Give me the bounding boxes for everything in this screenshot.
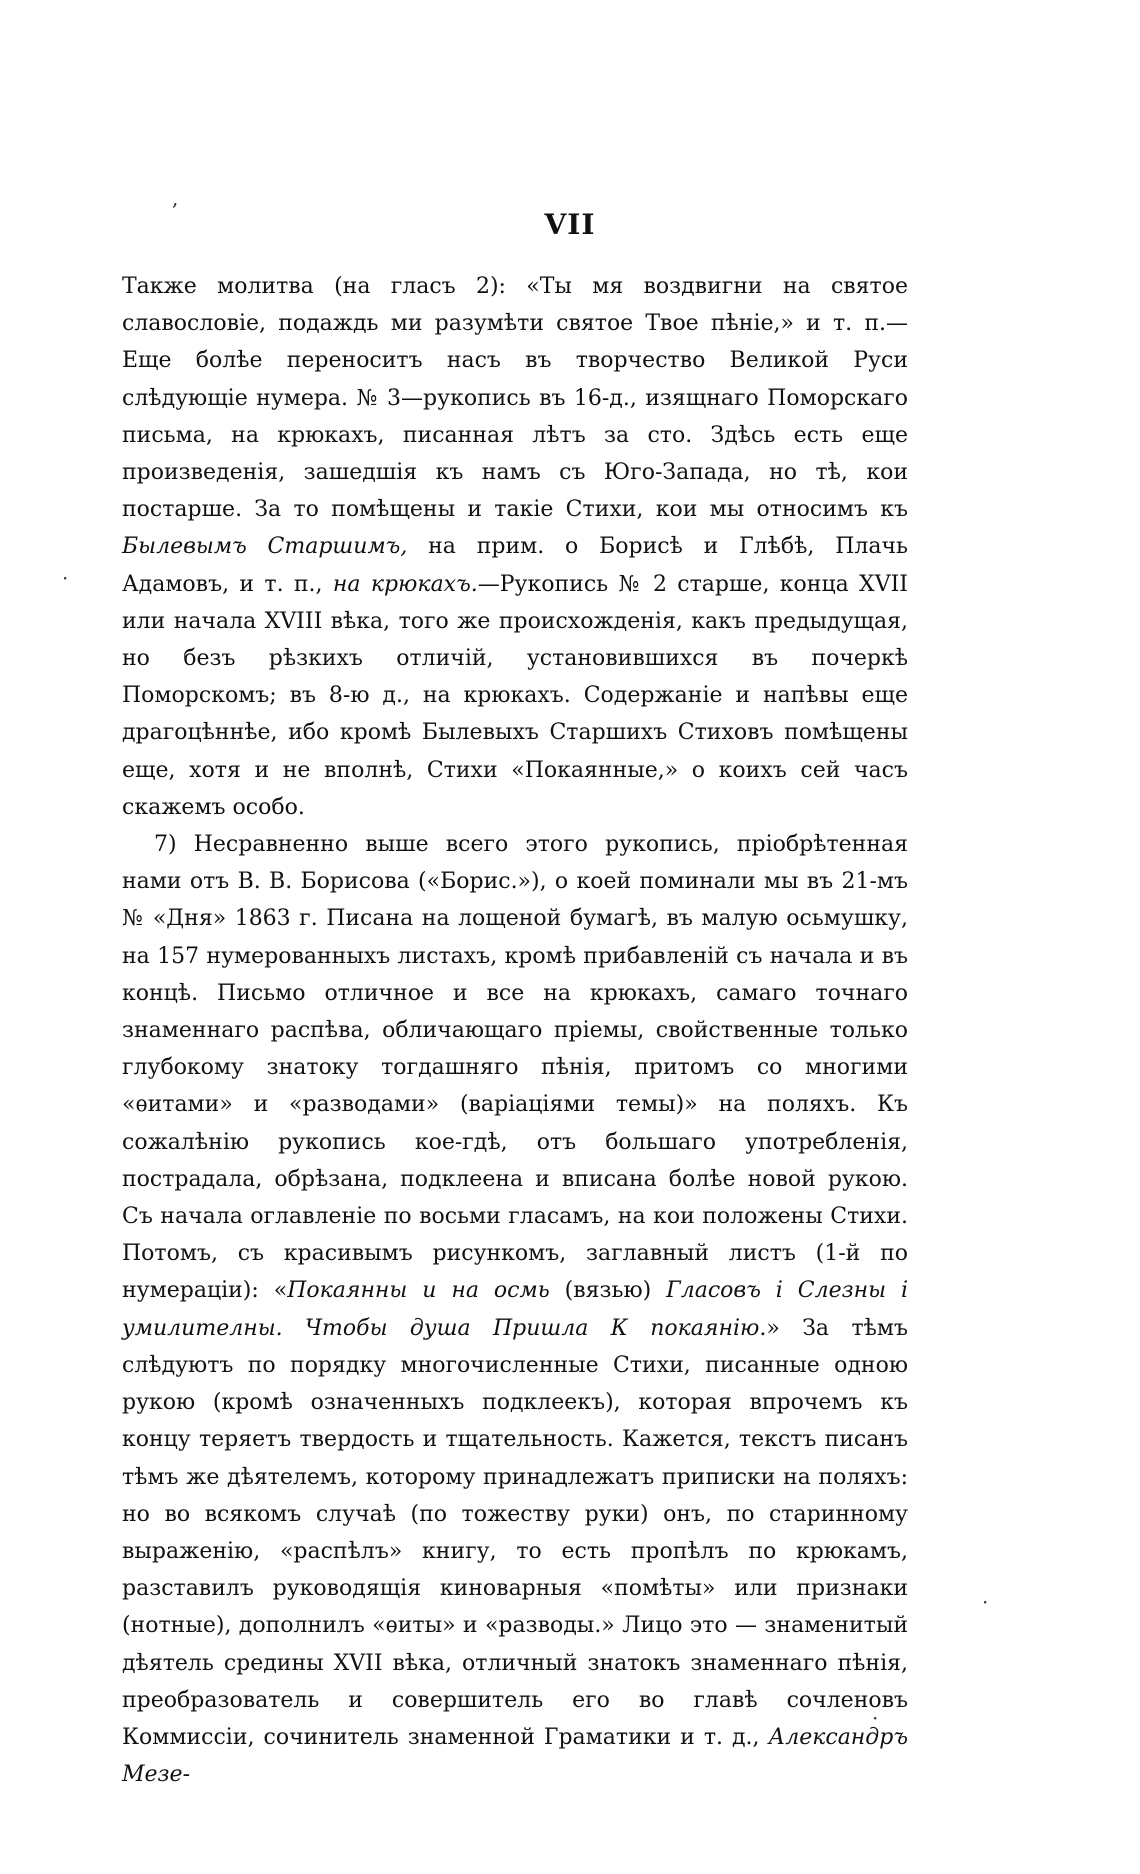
ink-speck: ·: [872, 1706, 879, 1730]
ink-speck: ,: [172, 186, 179, 210]
paragraph-1-text-b: на прим. о Борисѣ и Глѣбѣ, Плачь Адамовъ, и т. п.,: [122, 534, 909, 597]
ink-speck: ·: [982, 1590, 989, 1614]
paragraph-2-text-c: » За тѣмъ слѣдуютъ по порядку многочисленные Стихи, писанные одною рукою (кромѣ означенныхъ подклеекъ), которая впрочемъ къ концу теряетъ твердость и тщательность. Кажется, текстъ писанъ тѣмъ же дѣятелемъ, которому принадлежатъ приписки на поляхъ: но во всякомъ случаѣ (по тожеству руки) онъ, по старинному выраженію, «распѣлъ» книгу, то есть пропѣлъ по крюкамъ, разставилъ руководящія киноварныя «помѣты» или признаки (нотные), дополнилъ «ѳиты» и «разводы.» Лицо это — знаменитый дѣятель средины XVII вѣка, отличный знатокъ знаменнаго пѣнія, преобразователь и совершитель его во главѣ сочленовъ Коммиссіи, сочинитель знаменной Граматики и т. д.,: [122, 1315, 908, 1750]
paragraph-1-text-a: Также молитва (на гласъ 2): «Ты мя воздвигни на святое славословіе, подаждь ми разумѣти святое Твое пѣніе,» и т. п.—Еще болѣе переноситъ насъ въ творчество Великой Руси слѣдующіе нумера. № 3—рукопись въ 16-д., изящнаго Поморскаго письма, на крюкахъ, писанная лѣтъ за сто. Здѣсь есть еще произведенія, зашедшія къ намъ съ Юго-Запада, но тѣ, кои постарше. За то помѣщены и такіе Стихи, кои мы относимъ къ: [122, 274, 908, 523]
ink-speck: ·: [62, 566, 69, 590]
paragraph-2-italic-b: Гласовъ і Слезны і умилителны. Чтобы душа Пришла К покаянію.: [122, 1278, 909, 1341]
paragraph-2-italic-c: Александръ Мезе-: [122, 1724, 908, 1788]
paragraph-1-italic-b: на крюкахъ.: [332, 571, 478, 597]
page-number: VII: [544, 208, 596, 241]
paragraph-2: [122, 826, 908, 1793]
body-text: [122, 268, 908, 1793]
paragraph-1: [122, 268, 908, 826]
paragraph-2-italic-a: Покаянны и на осмь: [287, 1278, 550, 1304]
paragraph-2-text-a: 7) Несравненно выше всего этого рукопись, пріобрѣтенная нами отъ В. В. Борисова («Борис.»), о коей поминали мы въ 21-мъ № «Дня» 1863 г. Писана на лощеной бумагѣ, въ малую осьмушку, на 157 нумерованныхъ листахъ, кромѣ прибавленій съ начала и въ концѣ. Письмо отличное и все на крюкахъ, самаго точнаго знаменнаго распѣва, обличающаго пріемы, свойственные только глубокому знатоку тогдашняго пѣнія, притомъ со многими «ѳитами» и «разводами» (варіаціями темы)» на поляхъ. Къ сожалѣнію рукопись кое-гдѣ, отъ большаго употребленія, пострадала, обрѣзана, подклеена и вписана болѣе новой рукою. Съ начала оглавленіе по восьми гласамъ, на кои положены Стихи. Потомъ, съ красивымъ рисункомъ, заглавный листъ (1-й по нумераціи): «: [122, 832, 908, 1304]
paragraph-1-text-c: —Рукопись № 2 старше, конца XVII или начала XVIII вѣка, того же происхожденія, какъ предыдущая, но безъ рѣзкихъ отличій, установившихся въ почеркѣ Поморскомъ; въ 8-ю д., на крюкахъ. Содержаніе и напѣвы еще драгоцѣннѣе, ибо кромѣ Былевыхъ Старшихъ Стиховъ помѣщены еще, хотя и не вполнѣ, Стихи «Покаянные,» о коихъ сей часъ скажемъ особо.: [122, 571, 908, 820]
paragraph-1-italic-a: Былевымъ Старшимъ,: [122, 534, 408, 560]
paragraph-2-text-b: (вязью): [549, 1278, 667, 1304]
